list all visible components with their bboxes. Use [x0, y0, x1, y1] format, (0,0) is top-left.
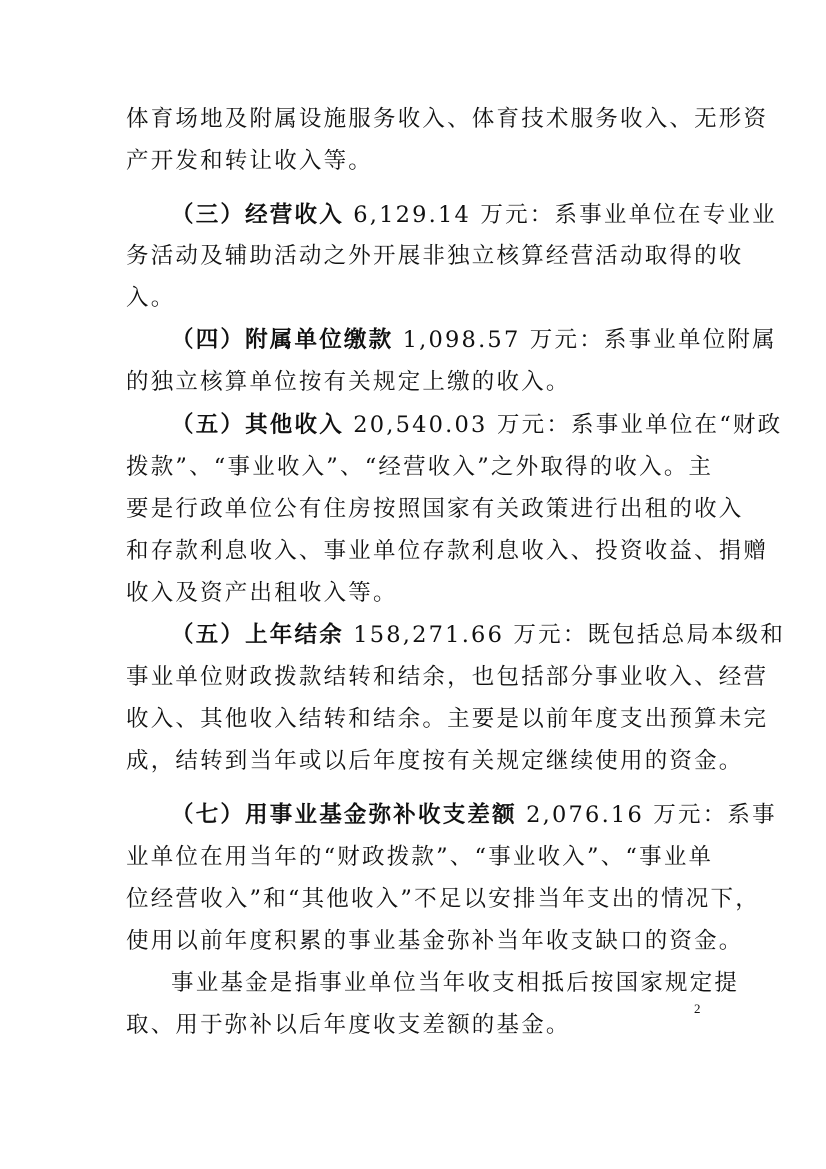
text-line [126, 1010, 571, 1040]
body-text: 2,076.16 万元：系事 [516, 802, 777, 828]
text-line [126, 662, 768, 692]
body-text: 使用以前年度积累的事业基金弥补当年收支缺口的资金。 [126, 928, 744, 954]
body-text: 1,098.57 万元：系事业单位附属 [393, 327, 777, 353]
text-line [171, 800, 777, 830]
text-line [126, 367, 571, 397]
text-line [126, 746, 744, 776]
section-heading: （三）经营收入 [171, 202, 344, 228]
page-number: 2 [694, 1001, 701, 1016]
body-text: 20,540.03 万元：系事业单位在“财政 [343, 412, 783, 438]
body-text: 6,129.14 万元：系事业单位在专业业 [343, 202, 777, 228]
text-line [126, 578, 398, 608]
text-line [126, 283, 175, 313]
text-line [126, 842, 713, 872]
text-line [126, 926, 744, 956]
text-line [126, 536, 768, 566]
body-text: 拨款”、“事业收入”、“经营收入”之外取得的收入。主 [126, 454, 714, 480]
section-heading: （七）用事业基金弥补收支差额 [171, 802, 517, 828]
text-line [126, 494, 744, 524]
body-text: 成，结转到当年或以后年度按有关规定继续使用的资金。 [126, 748, 744, 774]
text-line [126, 884, 760, 914]
text-line [126, 104, 768, 134]
section-heading: （五）上年结余 [171, 622, 344, 648]
body-text: 务活动及辅助活动之外开展非独立核算经营活动取得的收 [126, 243, 744, 269]
body-text: 和存款利息收入、事业单位存款利息收入、投资收益、捐赠 [126, 538, 769, 564]
section-heading: （四）附属单位缴款 [171, 327, 394, 353]
body-text: 收入、其他收入结转和结余。主要是以前年度支出预算未完 [126, 706, 769, 732]
body-text: 业单位在用当年的“财政拨款”、“事业收入”、“事业单 [126, 844, 714, 870]
body-text: 事业单位财政拨款结转和结余，也包括部分事业收入、经营 [126, 664, 769, 690]
text-line [171, 620, 785, 650]
text-line [126, 241, 744, 271]
body-text: 位经营收入”和“其他收入”不足以安排当年支出的情况下， [126, 886, 760, 912]
body-text: 的独立核算单位按有关规定上缴的收入。 [126, 369, 571, 395]
text-line [126, 146, 373, 176]
body-text: 入。 [126, 285, 176, 311]
text-line [171, 410, 782, 440]
text-line [126, 704, 768, 734]
body-text: 取、用于弥补以后年度收支差额的基金。 [126, 1012, 571, 1038]
body-text: 要是行政单位公有住房按照国家有关政策进行出租的收入 [126, 496, 744, 522]
section-heading: （五）其他收入 [171, 412, 344, 438]
body-text: 158,271.66 万元：既包括总局本级和 [343, 622, 786, 648]
body-text: 体育场地及附属设施服务收入、体育技术服务收入、无形资 [126, 106, 769, 132]
text-line [126, 452, 713, 482]
text-line [171, 325, 777, 355]
body-text: 收入及资产出租收入等。 [126, 580, 398, 606]
body-text: 产开发和转让收入等。 [126, 148, 374, 174]
body-text: 事业基金是指事业单位当年收支相抵后按国家规定提 [171, 970, 740, 996]
text-line [171, 200, 777, 230]
text-line [171, 968, 739, 998]
